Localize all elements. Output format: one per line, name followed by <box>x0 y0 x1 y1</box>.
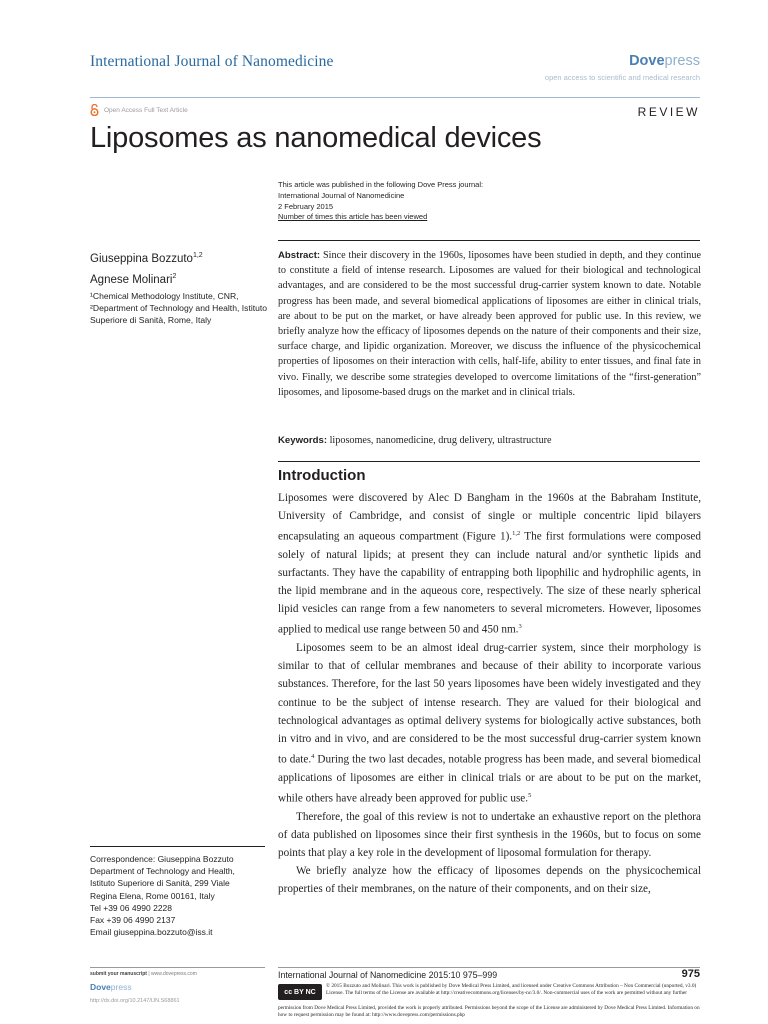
p1-part-b: The first formulations were composed solely of natural lipids; at present they can include natural and/or synthetic lipids and surfactants. They have the capability of entrapping both lipophilic and hydrophilic agents, in the lipid membrane and in the aqueous core, respectively. The size of these nearly spherical lipid vesicles can range from a few nanometers to several micrometers. However, liposomes applied to medical use range between 50 and 450 nm. <box>278 530 701 637</box>
citation-ref[interactable]: 4 <box>311 752 315 760</box>
corr-line: Istituto Superiore di Sanità, 299 Viale <box>90 878 230 889</box>
paragraph-1 <box>278 489 701 639</box>
abstract-label: Abstract: <box>278 250 321 261</box>
corr-line: Department of Technology and Health, <box>90 866 235 877</box>
brand-bold: Dove <box>629 53 665 69</box>
view-count-link[interactable]: Number of times this article has been viewed <box>278 212 428 222</box>
p2-part-b: During the two last decades, notable progress has been made, and several biomedical applications of liposomes are either in clinical trials or are about to be put on the market, while others have already been approved for public use. <box>278 753 701 805</box>
corr-email[interactable]: Email giuseppina.bozzuto@iss.it <box>90 927 213 938</box>
footer-brand[interactable] <box>90 982 132 992</box>
introduction-body <box>278 489 701 898</box>
header-divider <box>90 97 700 98</box>
keywords-label: Keywords: <box>278 435 328 446</box>
page-number: 975 <box>681 968 700 980</box>
license-text: © 2015 Bozzuto and Molinari. This work is published by Dove Medical Press Limited, and licensed under Creative Commons Attribution – Non Commercial (unported, v3.0) License. The full terms of the License are available at http://creativecommons.org/licenses/by-nc/3.0/. Non-commercial uses of the work are permitted without any further <box>326 983 697 997</box>
author-1-name: Giuseppina Bozzuto <box>90 252 193 265</box>
brand-tagline: open access to scientific and medical research <box>544 73 700 82</box>
submit-label: submit your manuscript <box>90 971 147 977</box>
brand-light: press <box>664 53 700 69</box>
affiliations: ¹Chemical Methodology Institute, CNR, ²Department of Technology and Health, Istituto Superiore di Sanità, Rome, Italy <box>90 291 268 326</box>
keywords-text: liposomes, nanomedicine, drug delivery, ultrastructure <box>329 435 552 446</box>
p2-part-a: Liposomes seem to be an almost ideal drug-carrier system, since their morphology is similar to that of cellular membranes and because of their ability to incorporate various substances. Therefore, for the last 50 years liposomes have been widely investigated and they continue to be the subject of intense research. They are valued for their biological and technological advantages as optimal delivery systems for biologically active substances, both in vitro and in vivo, and are considered to be the most successful drug-carrier system known to date. <box>278 642 701 766</box>
open-access-label <box>90 104 188 116</box>
citation-ref[interactable]: 1,2 <box>512 530 521 538</box>
footer-brand-light: press <box>110 982 132 992</box>
author-2 <box>90 268 203 289</box>
journal-title[interactable]: International Journal of Nanomedicine <box>90 53 334 70</box>
submit-manuscript-link[interactable] <box>90 971 197 977</box>
author-2-name: Agnese Molinari <box>90 273 173 286</box>
article-type: REVIEW <box>637 105 700 119</box>
citation-ref[interactable]: 3 <box>518 623 522 631</box>
pub-line-1: This article was published in the following Dove Press journal: <box>278 180 484 189</box>
paragraph-3: Therefore, the goal of this review is not to undertake an exhaustive report on the plethora of data published on liposomes since their first synthesis in the 1960s, but to focus on some points that play a key role in the development of liposomal formulation for therapy. <box>278 810 701 859</box>
open-access-text: Open Access Full Text Article <box>104 106 188 114</box>
author-list <box>90 247 203 289</box>
citation-ref[interactable]: 5 <box>528 791 532 799</box>
corr-line: Correspondence: Giuseppina Bozzuto <box>90 854 234 864</box>
introduction-heading: Introduction <box>278 467 366 484</box>
corr-line: Regina Elena, Rome 00161, Italy <box>90 890 215 901</box>
publisher-brand[interactable] <box>545 53 700 82</box>
correspondence-block <box>90 853 270 938</box>
corr-fax: Fax +39 06 4990 2137 <box>90 915 176 926</box>
pub-date: 2 February 2015 <box>278 201 334 211</box>
section-divider <box>278 461 700 462</box>
submit-url: | www.dovepress.com <box>146 971 197 977</box>
journal-citation: International Journal of Nanomedicine 2015:10 975–999 <box>278 970 498 980</box>
footer-divider-left <box>90 967 265 968</box>
brand-logo <box>545 53 700 69</box>
footer-brand-bold: Dove <box>90 982 111 992</box>
article-title: Liposomes as nanomedical devices <box>90 122 542 154</box>
abstract-text: Since their discovery in the 1960s, liposomes have been studied in depth, and they continue to constitute a field of intense research. Liposomes are valued for their biological and technological advantages, and are considered to be the most successful drug-carrier system known to date. Notable progress has been made, and several biomedical applications of liposomes are either in clinical trials, are about to be put on the market, or have already been approved for public use. In this review, we briefly analyze how the efficacy of liposomes depends on the nature of their components and their size, surface charge, and lipidic organization. Moreover, we discuss the influence of the physicochemical properties of liposomes on their interaction with cells, half-life, ability to enter tissues, and final fate in vivo. Finally, we describe some strategies developed to overcome limitations of the “first-generation” liposomes, and liposome-based drugs on the market and in clinical trials. <box>278 250 701 398</box>
abstract-divider <box>278 240 700 241</box>
author-1-affil-sup: 1,2 <box>192 252 203 259</box>
footer-divider-right <box>278 967 700 968</box>
pub-journal: International Journal of Nanomedicine <box>278 190 405 200</box>
author-1 <box>90 247 203 268</box>
abstract <box>278 248 701 400</box>
p1-part-a: Liposomes were discovered by Alec D Bangham in the 1960s at the Babraham Institute, University of Cambridge, and consist of single or multiple concentric lipid bilayers encapsulating an aqueous compartment (Figure 1). <box>278 492 701 543</box>
cc-license-badge-icon[interactable] <box>278 984 322 1000</box>
paragraph-2 <box>278 639 701 807</box>
keywords <box>278 433 701 448</box>
license-text-continued: permission from Dove Medical Press Limited, provided the work is properly attributed. Permissions beyond the scope of the License are administered by Dove Medical Press Limited. Information on how to request permission may be found at: http://www.dovepress.com/permissions.php <box>278 1005 700 1019</box>
corr-tel: Tel +39 06 4990 2228 <box>90 902 173 913</box>
correspondence-divider <box>90 846 265 847</box>
paragraph-4: We briefly analyze how the efficacy of liposomes depends on the physicochemical properties of their membranes, on the nature of their components, and on their size, <box>278 864 701 895</box>
author-2-affil-sup: 2 <box>172 272 177 280</box>
doi-link[interactable]: http://dx.doi.org/10.2147/IJN.S68861 <box>90 998 180 1004</box>
open-access-lock-icon <box>90 104 99 116</box>
publication-info <box>278 180 483 223</box>
cc-badge-text: cc BY NC <box>284 988 316 996</box>
